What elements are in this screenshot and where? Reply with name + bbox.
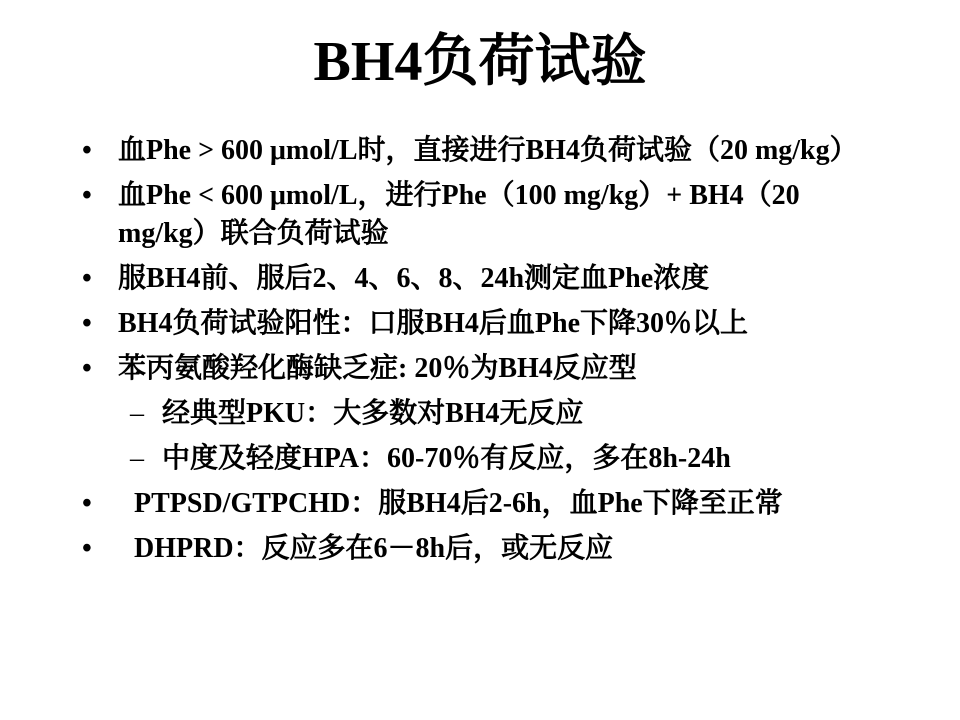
dash-marker: – — [130, 443, 144, 474]
list-item — [82, 485, 882, 523]
bullet-marker: • — [82, 533, 92, 564]
sub-list-item — [82, 440, 882, 478]
bullet-marker: • — [82, 308, 92, 339]
slide-title: BH4负荷试验 — [313, 31, 647, 93]
sub-list-item — [82, 395, 882, 433]
list-item-text: 苯丙氨酸羟化酶缺乏症: 20％为BH4反应型 — [118, 353, 637, 384]
dash-marker: – — [130, 398, 144, 429]
list-item — [82, 177, 882, 253]
list-item — [82, 530, 882, 568]
bullet-marker: • — [82, 353, 92, 384]
bullet-marker: • — [82, 263, 92, 294]
list-item — [82, 260, 882, 298]
list-item-text: DHPRD：反应多在6－8h后，或无反应 — [134, 533, 614, 564]
list-item-text: 中度及轻度HPA：60-70％有反应，多在8h-24h — [162, 443, 731, 474]
list-item — [82, 305, 882, 343]
bullet-marker: • — [82, 135, 92, 166]
bullet-list — [82, 132, 882, 575]
list-item — [82, 132, 882, 170]
list-item-text: 血Phe > 600 μmol/L时，直接进行BH4负荷试验（20 mg/kg） — [118, 135, 858, 166]
list-item-text: 血Phe < 600 μmol/L，进行Phe（100 mg/kg）+ BH4（20 mg/kg）联合负荷试验 — [118, 180, 800, 249]
list-item-text: PTPSD/GTPCHD：服BH4后2-6h，血Phe下降至正常 — [134, 488, 783, 519]
list-item-text: BH4负荷试验阳性：口服BH4后血Phe下降30％以上 — [118, 308, 749, 339]
list-item-text: 经典型PKU：大多数对BH4无反应 — [162, 398, 584, 429]
list-item-text: 服BH4前、服后2、4、6、8、24h测定血Phe浓度 — [118, 263, 710, 294]
bullet-marker: • — [82, 488, 92, 519]
list-item — [82, 350, 882, 388]
bullet-marker: • — [82, 180, 92, 211]
